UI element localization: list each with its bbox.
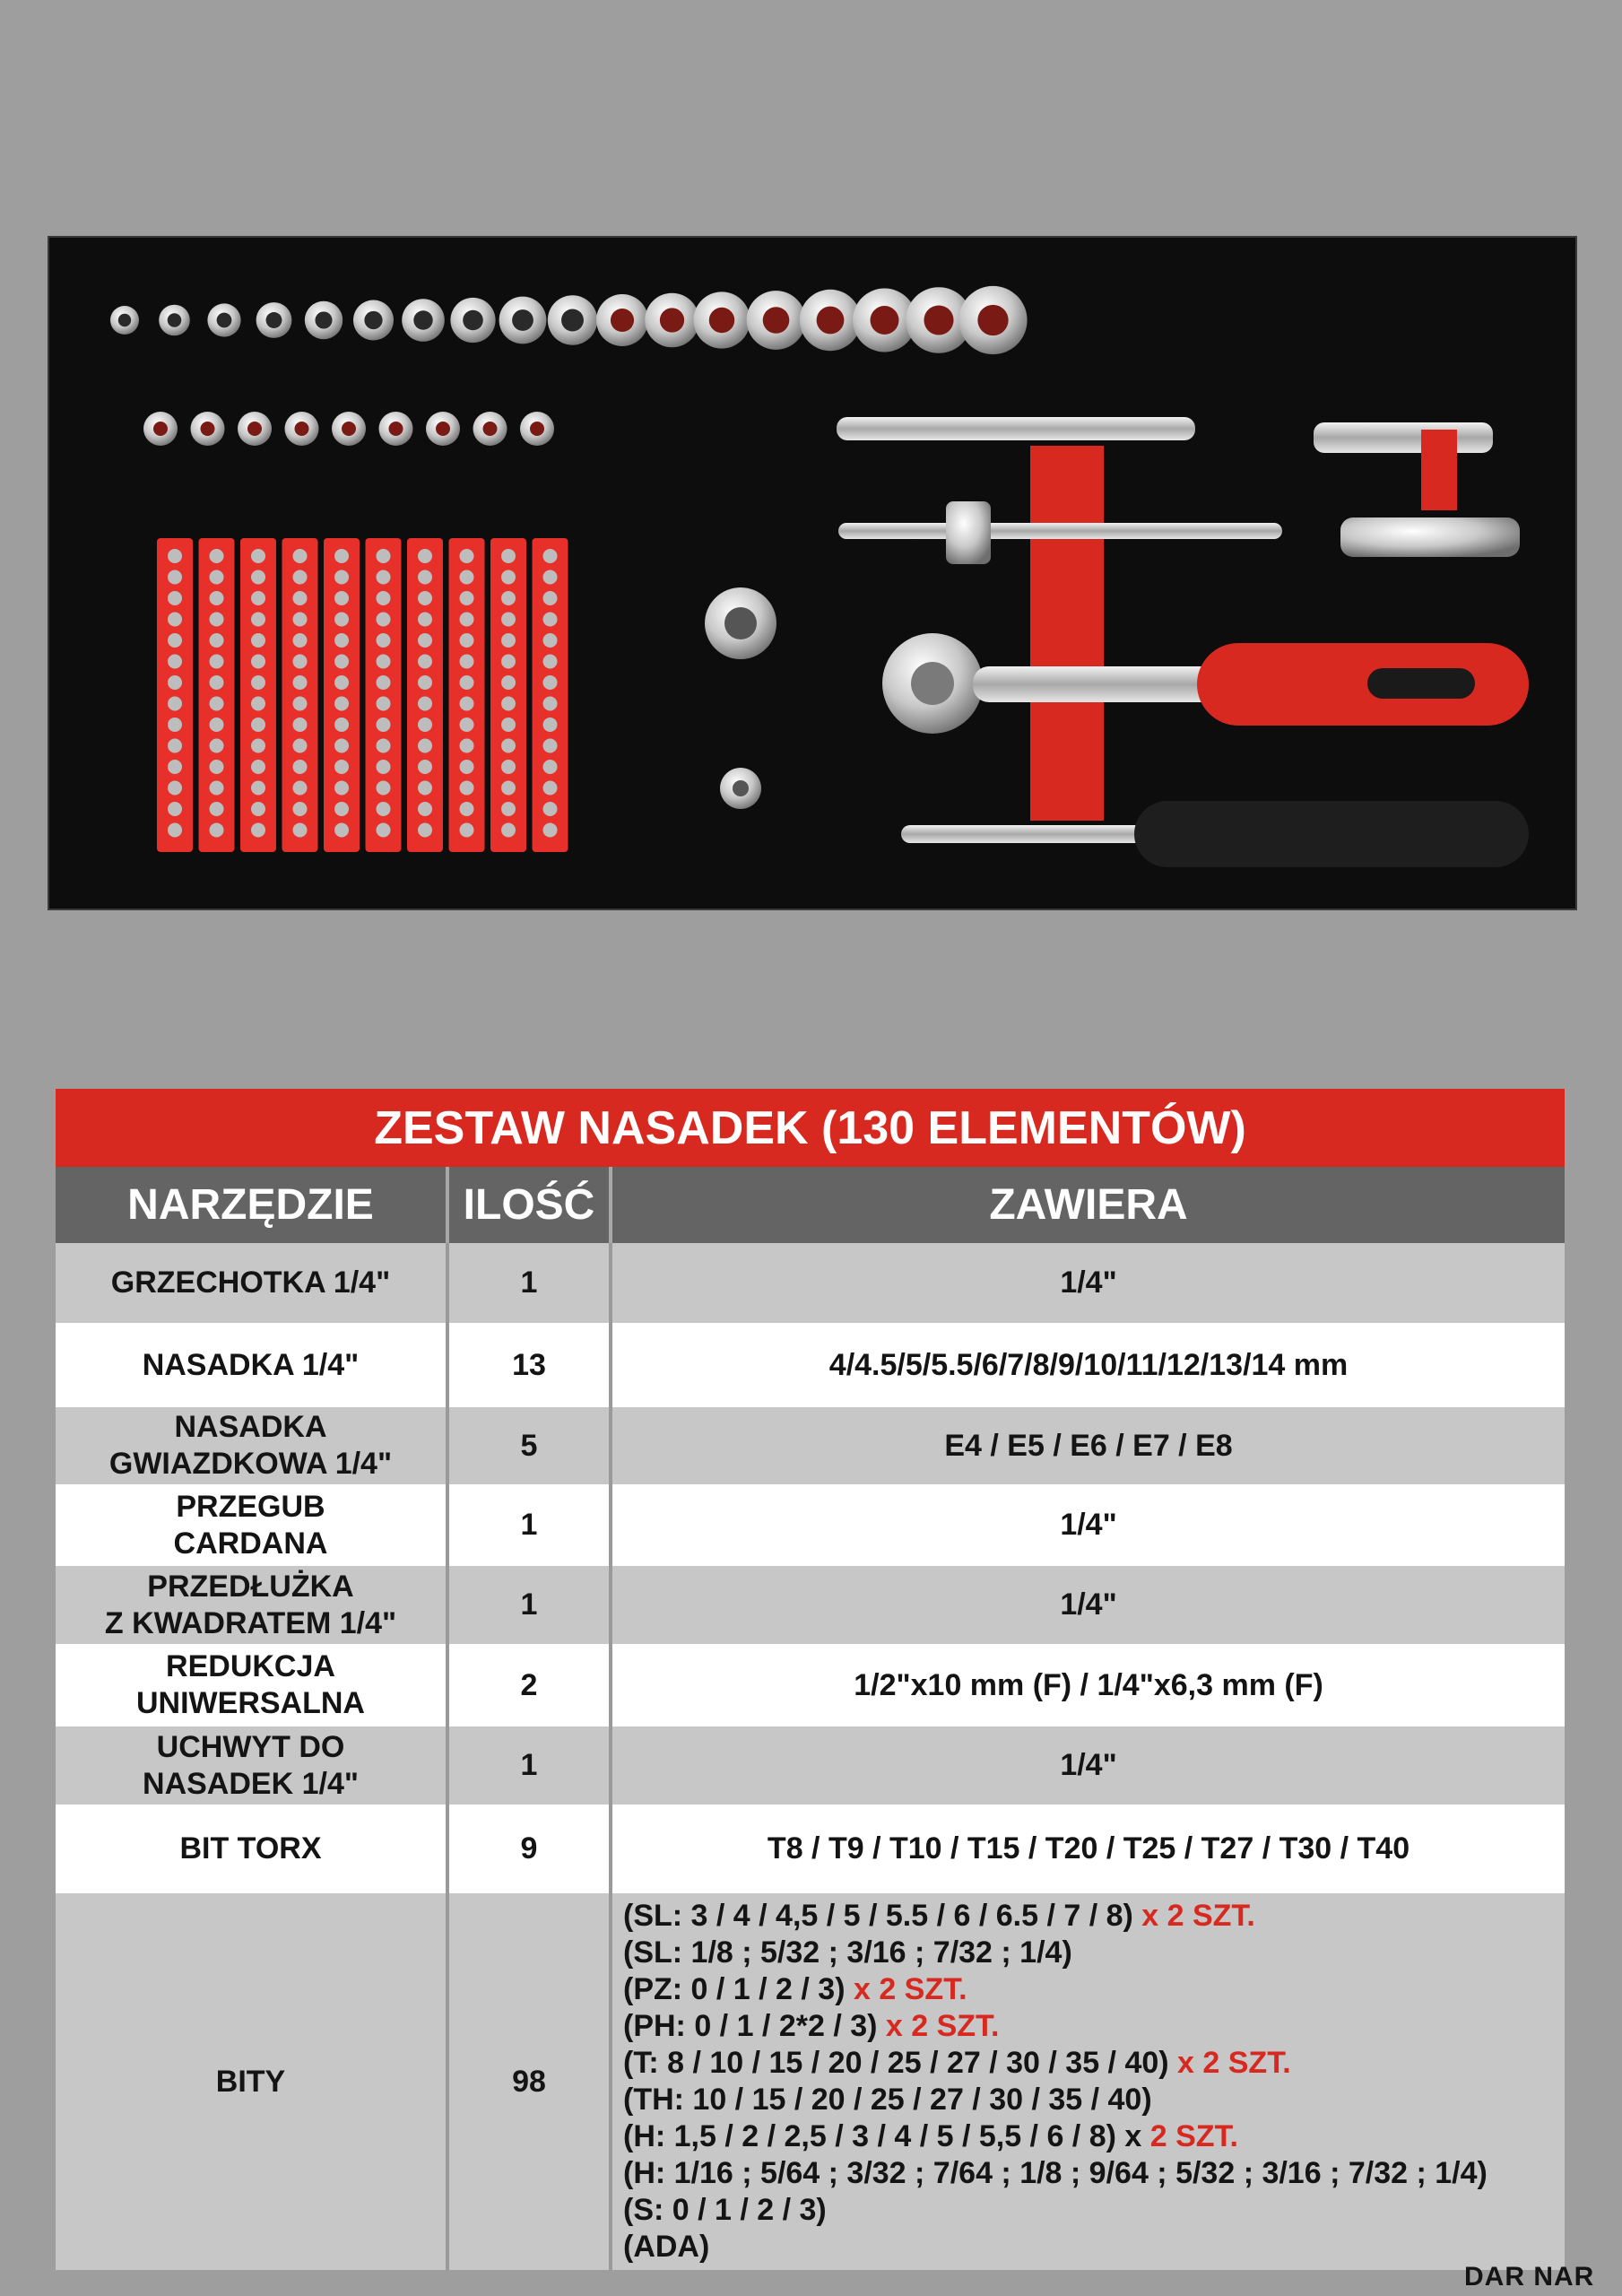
bit	[168, 655, 182, 669]
socket-hole	[295, 422, 309, 436]
qty-cell: 1	[447, 1726, 611, 1805]
socket-hole	[709, 308, 734, 333]
tool-cell: NASADKA 1/4"	[56, 1323, 447, 1407]
bit	[377, 718, 391, 732]
bit	[251, 613, 265, 627]
bit	[210, 697, 224, 711]
bit	[501, 570, 516, 585]
bit	[460, 697, 474, 711]
bit	[251, 570, 265, 585]
bit	[418, 549, 432, 563]
bit	[418, 591, 432, 605]
bit	[377, 697, 391, 711]
bit	[418, 697, 432, 711]
contains-cell: T8 / T9 / T10 / T15 / T20 / T25 / T27 / T30 / T40	[611, 1805, 1565, 1893]
bit	[293, 823, 308, 838]
tool-cell: BITY	[56, 1893, 447, 2270]
bit	[251, 697, 265, 711]
bit	[418, 675, 432, 690]
bit	[543, 633, 558, 648]
bit	[377, 570, 391, 585]
adapter-hole	[724, 607, 757, 639]
ratchet-handle	[1197, 643, 1529, 726]
quantity-highlight: x 2 SZT.	[885, 2009, 1000, 2043]
contains-cell: E4 / E5 / E6 / E7 / E8	[611, 1407, 1565, 1484]
bit	[543, 570, 558, 585]
bit	[377, 823, 391, 838]
socket-hole	[118, 314, 131, 326]
bit	[210, 570, 224, 585]
bit	[334, 675, 349, 690]
bit	[293, 633, 308, 648]
quantity-highlight: x 2 SZT.	[1177, 2046, 1291, 2080]
bit	[543, 739, 558, 753]
socket-hole	[436, 422, 450, 436]
bit	[168, 591, 182, 605]
bit	[293, 781, 308, 796]
table-row	[56, 1644, 1565, 1726]
qty-cell: 5	[447, 1407, 611, 1484]
bit	[543, 781, 558, 796]
bit	[251, 633, 265, 648]
tool-cell: GRZECHOTKA 1/4"	[56, 1243, 447, 1323]
bit	[251, 802, 265, 816]
bit	[377, 675, 391, 690]
bit	[168, 802, 182, 816]
bit	[418, 802, 432, 816]
contains-cell: 1/4"	[611, 1243, 1565, 1323]
bit	[210, 823, 224, 838]
socket-hole	[660, 308, 684, 332]
ratchet-grip	[1367, 668, 1475, 699]
quantity-highlight: x 2 SZT.	[1141, 1899, 1255, 1933]
bit	[251, 739, 265, 753]
bit	[293, 655, 308, 669]
adapter-hole	[733, 780, 749, 796]
bit	[251, 718, 265, 732]
bit	[210, 613, 224, 627]
table-row	[56, 1323, 1565, 1407]
foam-insert	[1030, 446, 1104, 821]
bit	[293, 718, 308, 732]
bits-line: (H: 1,5 / 2 / 2,5 / 3 / 4 / 5 / 5,5 / 6 / 8) x 2 SZT.	[623, 2119, 1238, 2153]
bit	[334, 549, 349, 563]
contains-cell: 4/4.5/5/5.5/6/7/8/9/10/11/12/13/14 mm	[611, 1323, 1565, 1407]
qty-cell: 9	[447, 1805, 611, 1893]
bit	[293, 697, 308, 711]
socket-hole	[266, 312, 282, 328]
table-row	[56, 1805, 1565, 1893]
bit	[501, 781, 516, 796]
qty-cell: 1	[447, 1484, 611, 1566]
tool-case-illustration	[49, 238, 1575, 909]
bit	[501, 823, 516, 838]
socket-hole	[168, 313, 182, 327]
bit	[334, 718, 349, 732]
bit	[210, 781, 224, 796]
bit	[251, 781, 265, 796]
bit	[460, 760, 474, 774]
quantity-highlight: 2 SZT.	[1149, 2119, 1238, 2153]
bit	[168, 613, 182, 627]
bit	[210, 549, 224, 563]
socket-hole	[201, 422, 215, 436]
bits-line: (ADA)	[623, 2230, 710, 2264]
brand-logo: DAR NAR	[1464, 2262, 1595, 2292]
bit	[334, 781, 349, 796]
bits-line: (SL: 1/8 ; 5/32 ; 3/16 ; 7/32 ; 1/4)	[623, 1935, 1072, 1970]
bits-line: (T: 8 / 10 / 15 / 20 / 25 / 27 / 30 / 35 / 40) x 2 SZT.	[623, 2046, 1291, 2080]
bit	[377, 549, 391, 563]
socket-hole	[977, 305, 1008, 335]
socket-hole	[217, 313, 232, 328]
bit	[377, 633, 391, 648]
bits-line: (S: 0 / 1 / 2 / 3)	[623, 2193, 827, 2227]
bit	[293, 802, 308, 816]
bit	[168, 633, 182, 648]
bit	[168, 570, 182, 585]
bit	[168, 718, 182, 732]
bit	[210, 718, 224, 732]
bit	[501, 718, 516, 732]
socket-hole	[463, 310, 483, 331]
contains-cell: 1/4"	[611, 1484, 1565, 1566]
bit	[501, 591, 516, 605]
bit	[543, 697, 558, 711]
table-row	[56, 1407, 1565, 1484]
bit	[543, 549, 558, 563]
bit	[293, 570, 308, 585]
bit	[334, 823, 349, 838]
bit	[334, 697, 349, 711]
bit	[334, 591, 349, 605]
bit	[251, 823, 265, 838]
qty-cell: 13	[447, 1323, 611, 1407]
sliding-t-head	[946, 501, 991, 564]
bits-line: (H: 1/16 ; 5/64 ; 3/32 ; 7/64 ; 1/8 ; 9/64 ; 5/32 ; 3/16 ; 7/32 ; 1/4)	[623, 2156, 1488, 2190]
bit	[334, 760, 349, 774]
spinner-handle	[1134, 801, 1529, 867]
bit	[377, 760, 391, 774]
socket-hole	[817, 307, 845, 335]
bit	[418, 655, 432, 669]
qty-cell: 98	[447, 1893, 611, 2270]
bit	[168, 739, 182, 753]
bit	[293, 739, 308, 753]
socket-hole	[342, 422, 356, 436]
bit	[501, 697, 516, 711]
contains-cell: 1/4"	[611, 1566, 1565, 1644]
tool-cell: NASADKA GWIAZDKOWA 1/4"	[56, 1407, 447, 1484]
header-contains: ZAWIERA	[611, 1167, 1565, 1243]
socket-hole	[315, 311, 332, 328]
bit	[168, 823, 182, 838]
bit	[251, 675, 265, 690]
universal-joint	[1340, 517, 1520, 557]
bit	[168, 675, 182, 690]
bit	[293, 591, 308, 605]
bit	[460, 675, 474, 690]
bit	[501, 675, 516, 690]
bit	[460, 802, 474, 816]
bit	[543, 655, 558, 669]
bit	[377, 591, 391, 605]
bit	[210, 633, 224, 648]
bit	[334, 613, 349, 627]
bit	[460, 633, 474, 648]
sliding-t-bar	[838, 523, 1282, 539]
table-row	[56, 1243, 1565, 1323]
socket-hole	[413, 310, 432, 329]
header-qty: ILOŚĆ	[447, 1167, 611, 1243]
bit	[543, 675, 558, 690]
bit	[543, 718, 558, 732]
bit	[501, 760, 516, 774]
tool-cell: REDUKCJA UNIWERSALNA	[56, 1644, 447, 1726]
bit	[251, 549, 265, 563]
bit	[460, 570, 474, 585]
tool-cell: BIT TORX	[56, 1805, 447, 1893]
bit	[460, 613, 474, 627]
bit	[460, 739, 474, 753]
bit	[334, 739, 349, 753]
bits-line: (PH: 0 / 1 / 2*2 / 3) x 2 SZT.	[623, 2009, 1000, 2043]
socket-hole	[763, 307, 790, 334]
bit	[293, 549, 308, 563]
bit	[418, 718, 432, 732]
qty-cell: 2	[447, 1644, 611, 1726]
bit	[251, 655, 265, 669]
bit	[210, 591, 224, 605]
bits-line: (TH: 10 / 15 / 20 / 25 / 27 / 30 / 35 / 40)	[623, 2083, 1152, 2117]
bit	[334, 633, 349, 648]
bit	[543, 613, 558, 627]
bit	[418, 570, 432, 585]
bit	[377, 781, 391, 796]
table-title: ZESTAW NASADEK (130 ELEMENTÓW)	[56, 1089, 1565, 1167]
bit	[460, 549, 474, 563]
product-photo	[48, 236, 1577, 910]
bits-list	[611, 1893, 1565, 2270]
extension-bar	[837, 417, 1195, 440]
bit	[210, 675, 224, 690]
bit	[168, 549, 182, 563]
bit	[501, 613, 516, 627]
tool-cell: PRZEGUB CARDANA	[56, 1484, 447, 1566]
bit	[460, 823, 474, 838]
bit	[293, 613, 308, 627]
bit	[460, 655, 474, 669]
qty-cell: 1	[447, 1243, 611, 1323]
socket-hole	[389, 422, 403, 436]
bits-line: (SL: 3 / 4 / 4,5 / 5 / 5.5 / 6 / 6.5 / 7 / 8) x 2 SZT.	[623, 1899, 1255, 1933]
bit	[418, 760, 432, 774]
socket-hole	[247, 422, 262, 436]
socket-hole	[483, 422, 498, 436]
bit	[377, 802, 391, 816]
bit	[377, 655, 391, 669]
bit	[460, 591, 474, 605]
bit	[293, 675, 308, 690]
bit	[377, 613, 391, 627]
bit	[501, 549, 516, 563]
socket-hole	[530, 422, 544, 436]
bit	[168, 697, 182, 711]
bit	[334, 655, 349, 669]
foam-insert	[1421, 430, 1457, 510]
bit	[418, 613, 432, 627]
bit	[543, 802, 558, 816]
bit	[334, 570, 349, 585]
socket-hole	[611, 309, 634, 332]
bit	[251, 760, 265, 774]
bit	[460, 718, 474, 732]
bits-line: (PZ: 0 / 1 / 2 / 3) x 2 SZT.	[623, 1972, 967, 2006]
bit	[293, 760, 308, 774]
short-extension	[1314, 422, 1493, 453]
table-row	[56, 1726, 1565, 1805]
tool-cell: PRZEDŁUŻKA Z KWADRATEM 1/4"	[56, 1566, 447, 1644]
bit	[418, 739, 432, 753]
bit	[418, 633, 432, 648]
ratchet-drive	[911, 662, 954, 705]
header-tool: NARZĘDZIE	[56, 1167, 447, 1243]
socket-hole	[924, 305, 953, 335]
bit	[501, 802, 516, 816]
quantity-highlight: x 2 SZT.	[853, 1972, 967, 2006]
bit	[251, 591, 265, 605]
bit	[168, 781, 182, 796]
bit	[501, 633, 516, 648]
socket-hole	[364, 311, 382, 329]
bit	[418, 823, 432, 838]
table-row-bits	[56, 1893, 1565, 2270]
socket-hole	[153, 422, 168, 436]
tool-cell: UCHWYT DO NASADEK 1/4"	[56, 1726, 447, 1805]
bit	[543, 760, 558, 774]
bit	[210, 655, 224, 669]
socket-hole	[561, 309, 584, 332]
bit	[210, 739, 224, 753]
bit	[543, 823, 558, 838]
table-row	[56, 1566, 1565, 1644]
bit	[418, 781, 432, 796]
table-row	[56, 1484, 1565, 1566]
bit	[501, 739, 516, 753]
spec-table	[56, 1089, 1565, 2270]
qty-cell: 1	[447, 1566, 611, 1644]
bit	[501, 655, 516, 669]
bit	[210, 802, 224, 816]
socket-hole	[512, 309, 533, 331]
socket-hole	[871, 306, 899, 335]
bit	[210, 760, 224, 774]
contains-cell: 1/2"x10 mm (F) / 1/4"x6,3 mm (F)	[611, 1644, 1565, 1726]
bit	[377, 739, 391, 753]
contains-cell: 1/4"	[611, 1726, 1565, 1805]
bit	[334, 802, 349, 816]
bit	[168, 760, 182, 774]
bit	[543, 591, 558, 605]
bit	[460, 781, 474, 796]
